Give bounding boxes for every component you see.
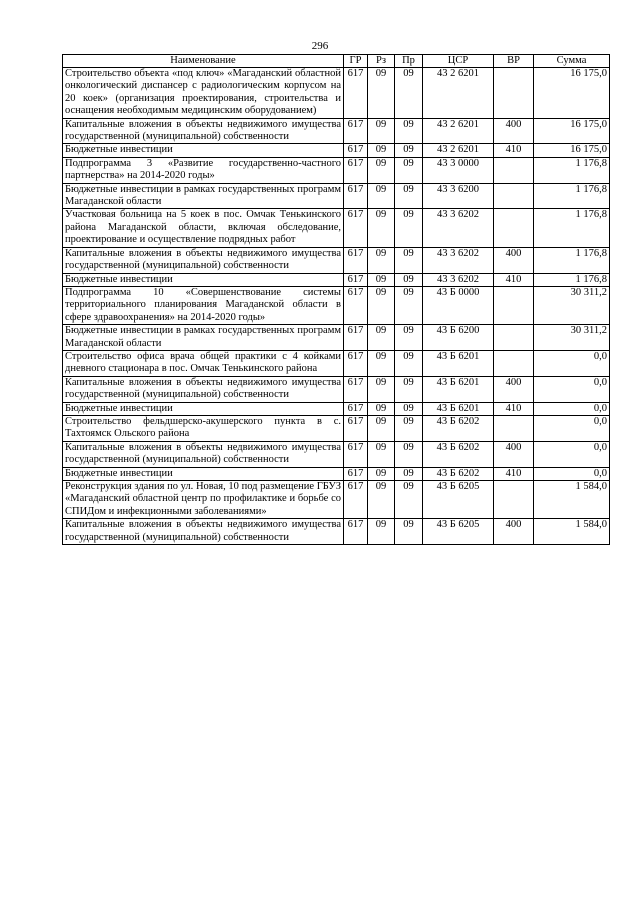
cell-vr [494,325,534,351]
cell-sum: 1 176,8 [534,209,610,247]
header-csr: ЦСР [423,55,494,68]
cell-vr: 400 [494,441,534,467]
cell-name: Капитальные вложения в объекты недвижимого имущества государственной (муниципальной) собственности [63,118,344,144]
cell-csr: 43 3 6200 [423,183,494,209]
cell-name: Бюджетные инвестиции в рамках государственных программ Магаданской области [63,183,344,209]
cell-sum: 16 175,0 [534,68,610,119]
table-row [63,519,610,545]
cell-gr: 617 [344,415,368,441]
cell-name: Участковая больница на 5 коек в пос. Омчак Тенькинского района Магаданской области, включая обследование, проектирование и осуществление подрядных работ [63,209,344,247]
cell-pr: 09 [395,519,423,545]
cell-sum: 1 176,8 [534,273,610,286]
cell-gr: 617 [344,467,368,480]
cell-pr: 09 [395,209,423,247]
cell-name: Подпрограмма 10 «Совершенствование системы территориального планирования Магаданской области в сфере здравоохранения» на 2014-2020 годы» [63,286,344,324]
cell-gr: 617 [344,157,368,183]
cell-sum: 0,0 [534,415,610,441]
cell-name: Капитальные вложения в объекты недвижимого имущества государственной (муниципальной) собственности [63,519,344,545]
header-name: Наименование [63,55,344,68]
cell-csr: 43 Б 6205 [423,519,494,545]
cell-sum: 1 176,8 [534,157,610,183]
cell-pr: 09 [395,157,423,183]
cell-csr: 43 Б 6200 [423,325,494,351]
cell-rz: 09 [368,247,395,273]
cell-vr: 400 [494,519,534,545]
cell-csr: 43 Б 6201 [423,350,494,376]
cell-name: Бюджетные инвестиции [63,467,344,480]
cell-gr: 617 [344,144,368,157]
page-number: 296 [311,40,329,52]
cell-pr: 09 [395,68,423,119]
cell-vr [494,481,534,519]
table-row [63,144,610,157]
cell-sum: 0,0 [534,467,610,480]
cell-vr [494,286,534,324]
cell-rz: 09 [368,68,395,119]
cell-gr: 617 [344,68,368,119]
cell-rz: 09 [368,402,395,415]
cell-name: Бюджетные инвестиции [63,402,344,415]
cell-name: Строительство офиса врача общей практики с 4 койками дневного стационара в пос. Омчак Тенькинского района [63,350,344,376]
table-row [63,68,610,119]
table-row [63,247,610,273]
cell-sum: 16 175,0 [534,144,610,157]
table-row [63,118,610,144]
cell-csr: 43 Б 0000 [423,286,494,324]
cell-rz: 09 [368,286,395,324]
cell-rz: 09 [368,144,395,157]
cell-sum: 0,0 [534,376,610,402]
cell-rz: 09 [368,376,395,402]
cell-gr: 617 [344,273,368,286]
cell-vr [494,183,534,209]
table-row [63,415,610,441]
cell-vr [494,350,534,376]
table-row [63,376,610,402]
cell-name: Подпрограмма 3 «Развитие государственно-частного партнерства» на 2014-2020 годы» [63,157,344,183]
cell-name: Реконструкция здания по ул. Новая, 10 под размещение ГБУЗ «Магаданский областной центр по профилактике и борьбе со СПИДом и инфекционными заболеваниями» [63,481,344,519]
cell-name: Бюджетные инвестиции [63,273,344,286]
cell-rz: 09 [368,209,395,247]
table-header-row [63,55,610,68]
cell-pr: 09 [395,325,423,351]
cell-name: Капитальные вложения в объекты недвижимого имущества государственной (муниципальной) собственности [63,441,344,467]
cell-csr: 43 Б 6202 [423,415,494,441]
table-row [63,467,610,480]
cell-vr [494,68,534,119]
cell-csr: 43 Б 6201 [423,376,494,402]
cell-gr: 617 [344,183,368,209]
header-pr: Пр [395,55,423,68]
cell-rz: 09 [368,350,395,376]
table-row [63,402,610,415]
cell-csr: 43 3 6202 [423,273,494,286]
cell-csr: 43 Б 6201 [423,402,494,415]
cell-gr: 617 [344,286,368,324]
cell-pr: 09 [395,144,423,157]
cell-vr: 400 [494,376,534,402]
cell-rz: 09 [368,481,395,519]
cell-pr: 09 [395,118,423,144]
cell-pr: 09 [395,286,423,324]
cell-gr: 617 [344,481,368,519]
cell-sum: 1 176,8 [534,247,610,273]
cell-pr: 09 [395,247,423,273]
table-row [63,441,610,467]
cell-csr: 43 Б 6202 [423,467,494,480]
cell-rz: 09 [368,415,395,441]
cell-name: Бюджетные инвестиции в рамках государственных программ Магаданской области [63,325,344,351]
cell-pr: 09 [395,481,423,519]
table-body [63,68,610,545]
cell-sum: 1 176,8 [534,183,610,209]
cell-vr: 400 [494,247,534,273]
table-row [63,183,610,209]
cell-pr: 09 [395,350,423,376]
cell-sum: 1 584,0 [534,481,610,519]
cell-vr: 410 [494,273,534,286]
cell-pr: 09 [395,183,423,209]
table-row [63,286,610,324]
cell-sum: 30 311,2 [534,286,610,324]
cell-pr: 09 [395,467,423,480]
cell-csr: 43 Б 6205 [423,481,494,519]
cell-rz: 09 [368,441,395,467]
cell-name: Бюджетные инвестиции [63,144,344,157]
cell-gr: 617 [344,519,368,545]
budget-table [62,54,610,545]
cell-sum: 0,0 [534,402,610,415]
cell-sum: 0,0 [534,350,610,376]
cell-vr [494,157,534,183]
cell-sum: 0,0 [534,441,610,467]
table-row [63,157,610,183]
cell-rz: 09 [368,325,395,351]
cell-name: Капитальные вложения в объекты недвижимого имущества государственной (муниципальной) собственности [63,376,344,402]
cell-vr: 410 [494,144,534,157]
cell-pr: 09 [395,441,423,467]
cell-pr: 09 [395,402,423,415]
table-row [63,481,610,519]
table-row [63,350,610,376]
cell-name: Капитальные вложения в объекты недвижимого имущества государственной (муниципальной) собственности [63,247,344,273]
cell-gr: 617 [344,402,368,415]
cell-vr: 410 [494,467,534,480]
cell-csr: 43 3 0000 [423,157,494,183]
table-row [63,325,610,351]
cell-csr: 43 3 6202 [423,209,494,247]
cell-pr: 09 [395,376,423,402]
cell-csr: 43 3 6202 [423,247,494,273]
cell-vr [494,415,534,441]
cell-gr: 617 [344,376,368,402]
header-rz: Рз [368,55,395,68]
cell-gr: 617 [344,325,368,351]
cell-sum: 1 584,0 [534,519,610,545]
cell-rz: 09 [368,519,395,545]
cell-gr: 617 [344,209,368,247]
cell-csr: 43 2 6201 [423,144,494,157]
cell-rz: 09 [368,467,395,480]
header-sum: Сумма [534,55,610,68]
cell-pr: 09 [395,415,423,441]
header-gr: ГР [344,55,368,68]
cell-csr: 43 Б 6202 [423,441,494,467]
cell-pr: 09 [395,273,423,286]
cell-gr: 617 [344,247,368,273]
cell-sum: 16 175,0 [534,118,610,144]
cell-name: Строительство фельдшерско-акушерского пункта в с. Тахтоямск Ольского района [63,415,344,441]
cell-gr: 617 [344,118,368,144]
cell-rz: 09 [368,118,395,144]
table-row [63,209,610,247]
cell-csr: 43 2 6201 [423,118,494,144]
cell-csr: 43 2 6201 [423,68,494,119]
cell-rz: 09 [368,157,395,183]
cell-rz: 09 [368,183,395,209]
cell-rz: 09 [368,273,395,286]
cell-gr: 617 [344,350,368,376]
cell-vr: 410 [494,402,534,415]
cell-vr: 400 [494,118,534,144]
cell-gr: 617 [344,441,368,467]
cell-name: Строительство объекта «под ключ» «Магаданский областной онкологический диспансер с радиологическим корпусом на 20 коек» (организация проектирования, строительства и оснащения необходимым медицинским оборудованием) [63,68,344,119]
cell-vr [494,209,534,247]
table-row [63,273,610,286]
header-vr: ВР [494,55,534,68]
cell-sum: 30 311,2 [534,325,610,351]
